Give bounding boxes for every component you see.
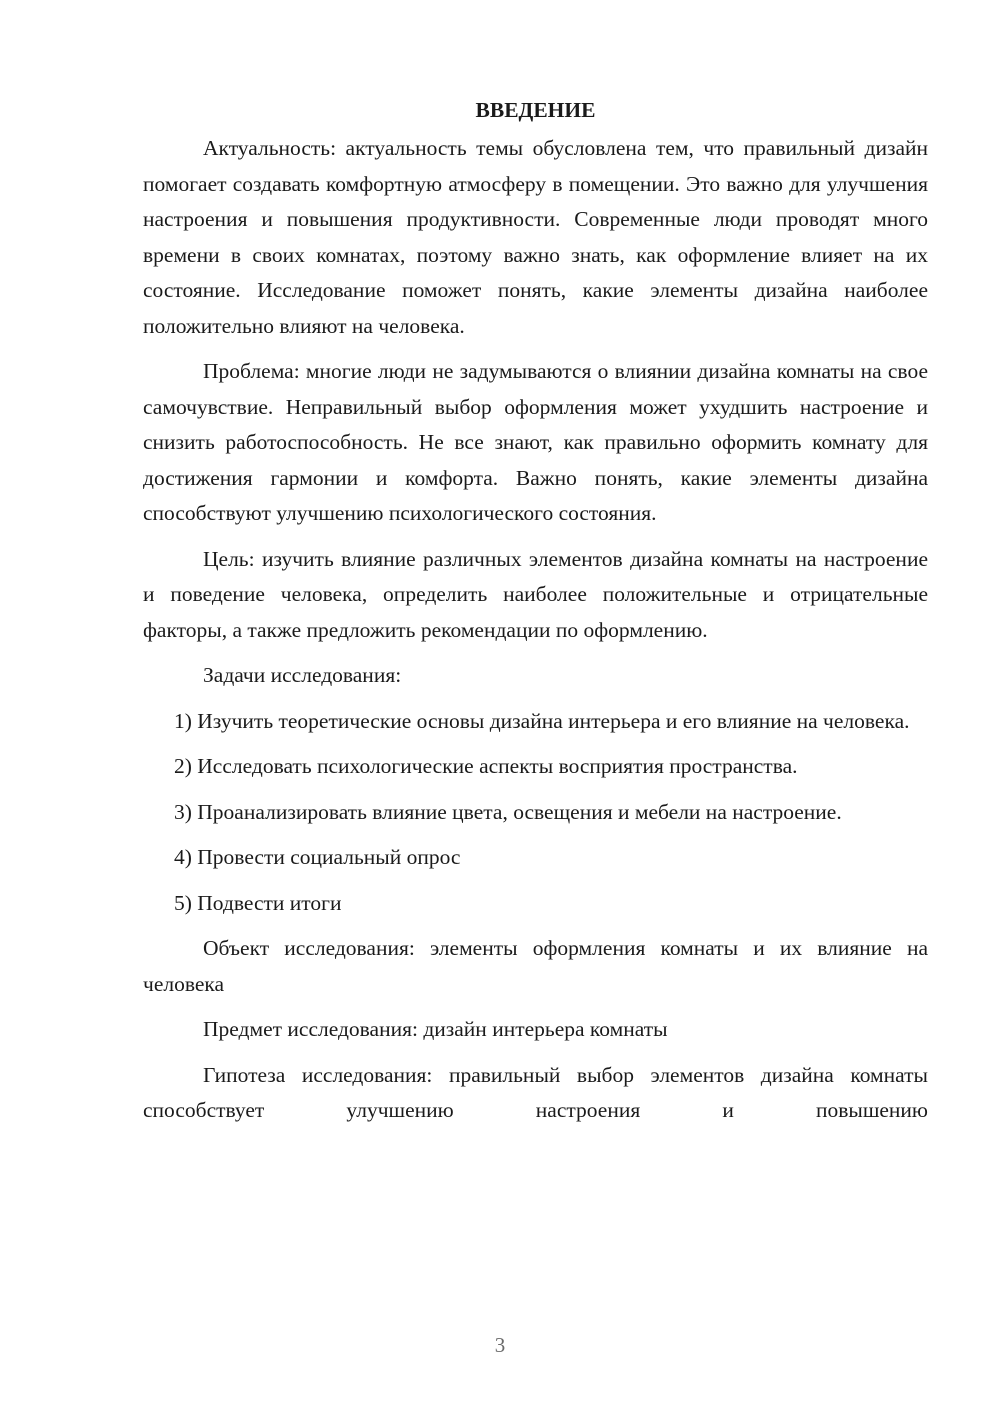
page-number: 3 — [494, 1333, 506, 1357]
section-heading: ВВЕДЕНИЕ — [475, 98, 596, 122]
paragraph-object: Объект исследования: элементы оформления комнаты и их влияние на человека — [143, 936, 928, 996]
task-item-2: 2) Исследовать психологические аспекты восприятия пространства. — [174, 754, 798, 778]
tasks-heading: Задачи исследования: — [203, 663, 402, 687]
task-item-5: 5) Подвести итоги — [174, 890, 342, 915]
paragraph-problem: Проблема: многие люди не задумываются о влиянии дизайна комнаты на свое самочувствие. Неправильный выбор оформления может ухудшить настроение и снизить работоспособность. Не все знают, как правильно оформить комнату для достижения гармонии и комфорта. Важно понять, какие элементы дизайна способствуют улучшению психологического состояния. — [143, 359, 928, 525]
document-page — [143, 92, 928, 1139]
task-item-1: 1) Изучить теоретические основы дизайна интерьера и его влияние на человека. — [174, 708, 910, 733]
task-item-4: 4) Провести социальный опрос — [174, 845, 461, 869]
paragraph-hypothesis: Гипотеза исследования: правильный выбор элементов дизайна комнаты способствует улучшению настроения и повышению — [143, 1062, 928, 1122]
paragraph-relevance: Актуальность: актуальность темы обусловлена тем, что правильный дизайн помогает создавать комфортную атмосферу в помещении. Это важно для улучшения настроения и повышения продуктивности. Современные люди проводят много времени в своих комнатах, поэтому важно знать, как оформление влияет на их состояние. Исследование поможет понять, какие элементы дизайна наиболее положительно влияют на человека. — [143, 136, 928, 338]
task-item-3: 3) Проанализировать влияние цвета, освещения и мебели на настроение. — [174, 799, 842, 824]
paragraph-goal: Цель: изучить влияние различных элементов дизайна комнаты на настроение и поведение человека, определить наиболее положительные и отрицательные факторы, а также предложить рекомендации по оформлению. — [143, 546, 928, 642]
paragraph-subject: Предмет исследования: дизайн интерьера комнаты — [203, 1017, 668, 1041]
